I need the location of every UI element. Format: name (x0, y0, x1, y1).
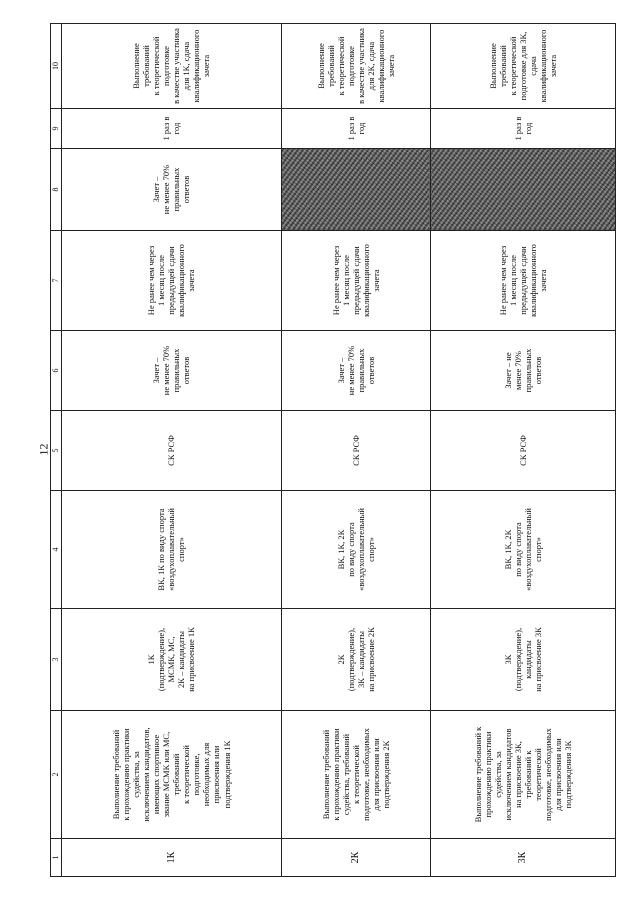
sport-cell: ВК, 1К по виду спорта «воздухоплавательный спорт» (62, 491, 282, 609)
column-number-row (51, 24, 62, 877)
col-number-7: 7 (51, 231, 62, 331)
col-number-6: 6 (51, 331, 62, 411)
requirement-cell: Выполнение требований к прохождению практики судейства, требований к теоретической подготовке, необходимых для присвоения или подтверждения 2К (281, 711, 430, 839)
category-cell: 3К (431, 839, 616, 877)
table-row (62, 24, 282, 877)
result-cell: Выполнение требований к теоретической подготовке в качестве участника для 2К, сдача квалификационного зачета (281, 24, 430, 109)
scan-noise-cell (281, 149, 430, 231)
page-number: 12 (36, 443, 51, 456)
col-number-10: 10 (51, 24, 62, 109)
result-cell: Выполнение требований к теоретической подготовке в качестве участника для 1К, сдача квалификационного зачета (62, 24, 282, 109)
sport-cell: ВК, 1К, 2К по виду спорта «воздухоплавательный спорт» (281, 491, 430, 609)
retake-cell: Не ранее чем через 1 месяц после предыдущей сдачи квалификационного зачета (62, 231, 282, 331)
frequency-cell: 1 раз в год (62, 109, 282, 149)
table-row (281, 24, 430, 877)
col-number-8: 8 (51, 149, 62, 231)
requirement-cell: Выполнение требований к прохождению практики судейства, за исключением кандидатов, имеющих спортивное звание МСМК или МС, требований к теоретической подготовке, необходимых для присвоения или подтверждения 1К (62, 711, 282, 839)
test-cell: Зачет – не менее 70% правильных ответов (431, 331, 616, 411)
retake-cell: Не ранее чем через 1 месяц после предыдущей сдачи квалификационного зачета (281, 231, 430, 331)
eligible-cell: 2К (подтверждение), 3К – кандидаты на присвоение 2К (281, 609, 430, 711)
col-number-2: 2 (51, 711, 62, 839)
test2-cell: Зачет – не менее 70% правильных ответов (62, 149, 282, 231)
eligible-cell: 1К (подтверждение), МСМК, МС, 2К – кандидаты на присвоение 1К (62, 609, 282, 711)
col-number-4: 4 (51, 491, 62, 609)
category-cell: 1К (62, 839, 282, 877)
col-number-9: 9 (51, 109, 62, 149)
eligible-cell: 3К (подтверждение), кандидаты на присвоение 3К (431, 609, 616, 711)
qualification-table (50, 23, 616, 877)
col-number-1: 1 (51, 839, 62, 877)
organizer-cell: СК РСФ (281, 411, 430, 491)
result-cell: Выполнение требований к теоретической подготовке для 3К, сдача квалификационного зачета (431, 24, 616, 109)
test-cell: Зачет – не менее 70% правильных ответов (281, 331, 430, 411)
category-cell: 2К (281, 839, 430, 877)
sport-cell: ВК, 1К, 2К по виду спорта «воздухоплавательный спорт» (431, 491, 616, 609)
rotated-table-area (50, 24, 616, 877)
col-number-3: 3 (51, 609, 62, 711)
requirement-cell: Выполнение требований к прохождению практики судейства, за исключением кандидатов на присвоение 3К, требований к теоретической подготовке, необходимых для присвоения или подтверждения 3К (431, 711, 616, 839)
table-row (431, 24, 616, 877)
organizer-cell: СК РСФ (431, 411, 616, 491)
frequency-cell: 1 раз в год (281, 109, 430, 149)
organizer-cell: СК РСФ (62, 411, 282, 491)
table-rotator (50, 24, 616, 877)
col-number-5: 5 (51, 411, 62, 491)
retake-cell: Не ранее чем через 1 месяц после предыдущей сдачи квалификационного зачета (431, 231, 616, 331)
frequency-cell: 1 раз в год (431, 109, 616, 149)
scan-noise-cell (431, 149, 616, 231)
test-cell: Зачет – не менее 70% правильных ответов (62, 331, 282, 411)
